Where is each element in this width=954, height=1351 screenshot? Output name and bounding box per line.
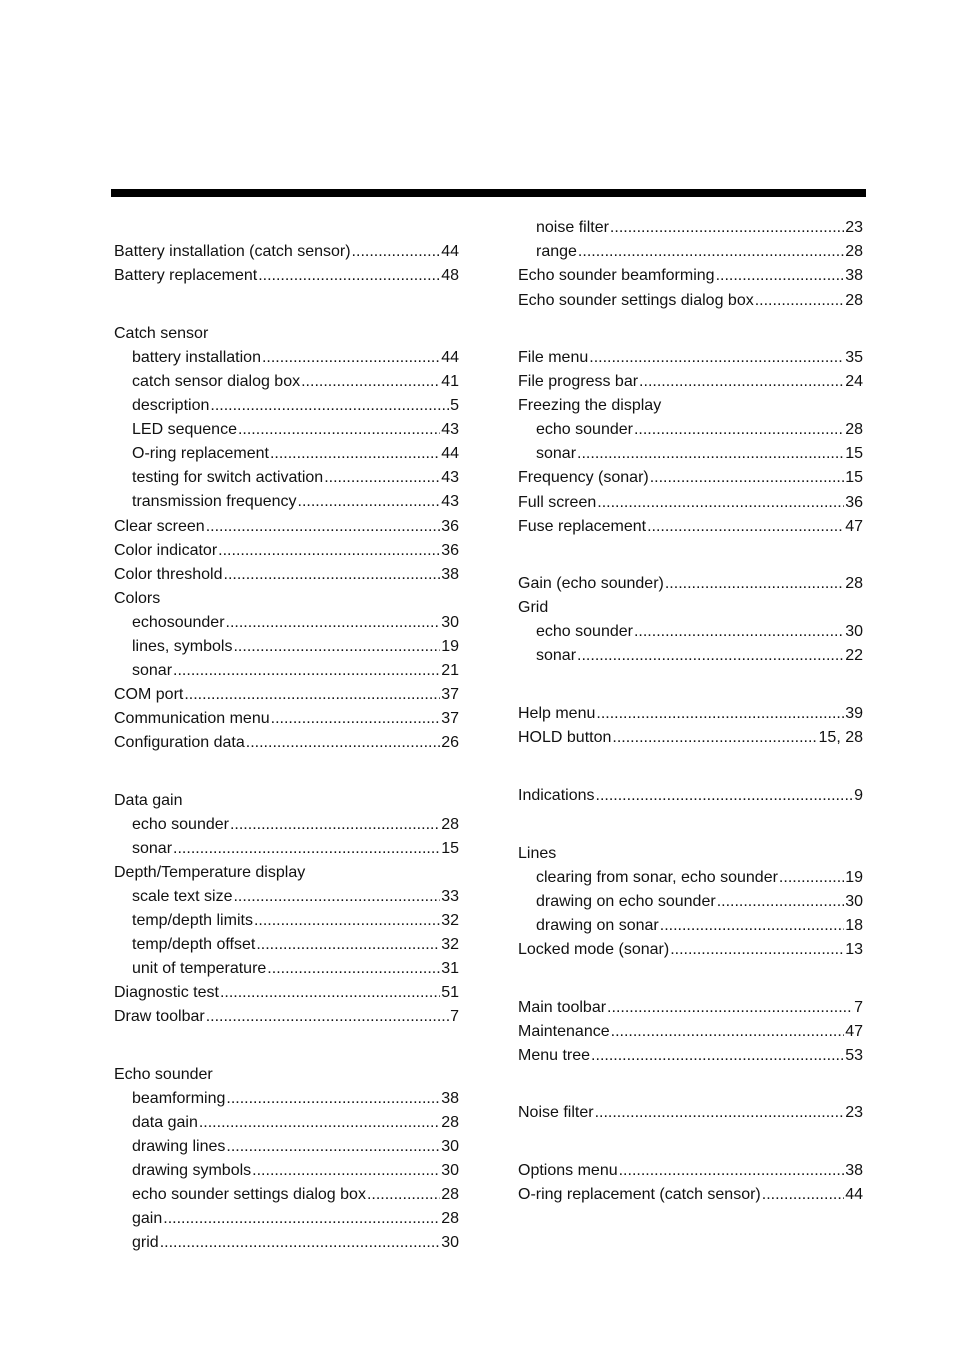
index-entry [518,1103,863,1123]
dot-leader [206,1007,449,1027]
dot-leader [660,916,844,936]
dot-leader [577,444,844,464]
index-entry [518,468,863,488]
page-number: 36 [441,518,459,535]
index-heading: Depth/Temperature display [114,864,306,881]
index-term: Communication menu [114,710,270,727]
index-term: Battery installation (catch sensor) [114,243,351,260]
index-term: Color threshold [114,566,223,583]
dot-leader [610,218,844,238]
dot-leader [226,1089,440,1109]
index-entry [518,786,863,806]
dot-leader [206,517,441,537]
index-term: drawing on sonar [536,917,659,934]
dot-leader [267,959,440,979]
page-number: 33 [441,888,459,905]
index-term: Options menu [518,1162,618,1179]
index-term: File progress bar [518,373,639,390]
dot-leader [256,935,440,955]
index-term: Diagnostic test [114,984,219,1001]
index-subentry [536,420,863,440]
index-entry [518,1161,863,1181]
index-entry [114,1007,459,1027]
page-number: 24 [845,373,863,390]
index-term: temp/depth offset [132,936,256,953]
page-number: 44 [441,243,459,260]
dot-leader [612,728,817,748]
dot-leader [647,517,844,537]
index-subentry [132,492,459,512]
index-subentry [132,1137,459,1157]
index-term: Noise filter [518,1104,594,1121]
index-term: Maintenance [518,1023,610,1040]
page-number: 5 [450,397,459,414]
index-subentry [132,1209,459,1229]
page-number: 7 [854,999,863,1016]
index-subentry [536,218,863,238]
index-term: echo sounder [536,421,633,438]
index-term: Locked mode (sonar) [518,941,670,958]
dot-leader [224,565,441,585]
dot-leader [589,348,844,368]
index-term: grid [132,1234,159,1251]
index-entry [518,940,863,960]
page-number: 30 [441,614,459,631]
index-entry [518,372,863,392]
dot-leader [298,492,441,512]
page-number: 32 [441,936,459,953]
index-subentry [132,1185,459,1205]
dot-leader [716,266,845,286]
index-term: echo sounder settings dialog box [132,1186,366,1203]
page-number: 22 [845,647,863,664]
dot-leader [596,704,844,724]
index-subentry [132,468,459,488]
index-term: Fuse replacement [518,518,647,535]
index-term: Indications [518,787,595,804]
page-number: 23 [845,219,863,236]
dot-leader [233,887,440,907]
dot-leader [595,1103,845,1123]
index-term: sonar [536,647,577,664]
index-subentry [132,1233,459,1253]
index-term: clearing from sonar, echo sounder [536,869,778,886]
index-subentry [536,916,863,936]
dot-leader [665,574,844,594]
page-number: 43 [441,493,459,510]
index-heading: Grid [518,599,549,616]
index-subentry [536,242,863,262]
index-term: Menu tree [518,1047,591,1064]
index-term: description [132,397,210,414]
page-number: 30 [441,1162,459,1179]
page-number: 44 [441,349,459,366]
index-term: Echo sounder beamforming [518,267,715,284]
page-number: 38 [845,267,863,284]
dot-leader [271,709,441,729]
index-term: Draw toolbar [114,1008,205,1025]
dot-leader [717,892,845,912]
index-term: File menu [518,349,589,366]
dot-leader [218,541,440,561]
index-term: range [536,243,577,260]
index-term: Help menu [518,705,596,722]
index-heading: Catch sensor [114,325,209,342]
dot-leader [163,1209,440,1229]
index-subentry [132,444,459,464]
index-subentry [132,637,459,657]
index-heading: Data gain [114,792,183,809]
page-number: 44 [845,1186,863,1203]
dot-leader [670,940,844,960]
page-number: 37 [441,686,459,703]
page-number: 13 [845,941,863,958]
index-subentry [132,959,459,979]
dot-leader [634,622,844,642]
index-term: Echo sounder settings dialog box [518,292,754,309]
dot-leader [233,637,440,657]
index-term: Gain (echo sounder) [518,575,664,592]
page-number: 53 [845,1047,863,1064]
page-number: 48 [441,267,459,284]
index-term: temp/depth limits [132,912,253,929]
index-term: data gain [132,1114,198,1131]
index-entry [518,1022,863,1042]
page-number: 38 [441,566,459,583]
index-term: unit of temperature [132,960,267,977]
index-entry [518,517,863,537]
index-term: sonar [536,445,577,462]
index-entry [114,685,459,705]
dot-leader [597,493,844,513]
page-number: 15, 28 [818,729,863,746]
index-term: lines, symbols [132,638,233,655]
dot-leader [577,646,844,666]
index-entry [518,348,863,368]
page-number: 21 [441,662,459,679]
dot-leader [634,420,844,440]
index-term: gain [132,1210,163,1227]
dot-leader [611,1022,845,1042]
page-number: 36 [441,542,459,559]
page-number: 44 [441,445,459,462]
page-number: 41 [441,373,459,390]
dot-leader [591,1046,844,1066]
index-term: COM port [114,686,184,703]
index-term: drawing on echo sounder [536,893,716,910]
dot-leader [262,348,440,368]
page-number: 43 [441,469,459,486]
index-term: catch sensor dialog box [132,373,301,390]
page-number: 43 [441,421,459,438]
index-term: transmission frequency [132,493,297,510]
dot-leader [352,242,441,262]
page-number: 28 [441,1114,459,1131]
page-number: 32 [441,912,459,929]
index-subentry [132,613,459,633]
index-entry [114,733,459,753]
page-number: 19 [441,638,459,655]
page-number: 28 [845,421,863,438]
index-term: Frequency (sonar) [518,469,649,486]
page-number: 30 [845,623,863,640]
dot-leader [578,242,844,262]
index-term: Full screen [518,494,597,511]
index-term: Configuration data [114,734,245,751]
index-entry [114,242,459,262]
index-term: Main toolbar [518,999,607,1016]
index-term: O-ring replacement [132,445,269,462]
index-term: noise filter [536,219,609,236]
dot-leader [210,396,449,416]
index-term: O-ring replacement (catch sensor) [518,1186,761,1203]
page-number: 7 [450,1008,459,1025]
index-term: battery installation [132,349,261,366]
index-subentry [132,420,459,440]
index-term: scale text size [132,888,233,905]
dot-leader [252,1161,440,1181]
page-number: 26 [441,734,459,751]
index-term: sonar [132,840,173,857]
index-entry [518,1046,863,1066]
index-subentry [132,372,459,392]
page-number: 30 [441,1234,459,1251]
page-number: 36 [845,494,863,511]
index-subentry [132,1089,459,1109]
page-number: 31 [441,960,459,977]
dot-leader [246,733,440,753]
dot-leader [220,983,440,1003]
index-entry [518,728,863,748]
page-number: 28 [845,243,863,260]
index-heading: Colors [114,590,161,607]
dot-leader [619,1161,845,1181]
index-subentry [132,815,459,835]
page-number: 15 [845,469,863,486]
dot-leader [173,661,440,681]
index-entry [518,704,863,724]
index-subentry [536,444,863,464]
page-number: 28 [441,1186,459,1203]
page-number: 47 [845,518,863,535]
index-heading: Freezing the display [518,397,662,414]
dot-leader [184,685,440,705]
index-entry [518,1185,863,1205]
index-subentry [536,892,863,912]
index-entry [518,493,863,513]
dot-leader [254,911,440,931]
page-number: 19 [845,869,863,886]
index-term: Color indicator [114,542,218,559]
index-term: beamforming [132,1090,226,1107]
index-subentry [132,348,459,368]
index-heading: Lines [518,845,557,862]
page-number: 38 [441,1090,459,1107]
page-number: 23 [845,1104,863,1121]
page-number: 28 [441,1210,459,1227]
dot-leader [755,291,844,311]
dot-leader [301,372,440,392]
index-subentry [536,622,863,642]
index-subentry [132,1113,459,1133]
index-term: echo sounder [132,816,229,833]
index-subentry [536,646,863,666]
index-entry [114,565,459,585]
index-entry [114,541,459,561]
page-number: 28 [845,292,863,309]
index-subentry [132,911,459,931]
index-entry [518,291,863,311]
page-number: 39 [845,705,863,722]
dot-leader [762,1185,844,1205]
page-number: 35 [845,349,863,366]
index-subentry [132,661,459,681]
page-number: 30 [441,1138,459,1155]
page-number: 47 [845,1023,863,1040]
page-number: 28 [845,575,863,592]
index-heading: Echo sounder [114,1066,213,1083]
index-term: echo sounder [536,623,633,640]
dot-leader [650,468,844,488]
index-entry [114,517,459,537]
index-subentry [132,887,459,907]
page-number: 28 [441,816,459,833]
index-term: Clear screen [114,518,205,535]
header-rule [111,189,866,197]
dot-leader [779,868,844,888]
index-subentry [132,935,459,955]
page-number: 51 [441,984,459,1001]
dot-leader [160,1233,441,1253]
index-entry [518,574,863,594]
dot-leader [199,1113,440,1133]
dot-leader [230,815,440,835]
dot-leader [639,372,844,392]
index-term: HOLD button [518,729,612,746]
index-entry [518,266,863,286]
index-term: echosounder [132,614,225,631]
page-number: 18 [845,917,863,934]
index-term: sonar [132,662,173,679]
page-number: 15 [441,840,459,857]
index-subentry [132,1161,459,1181]
index-term: LED sequence [132,421,237,438]
index-subentry [132,396,459,416]
page-number: 30 [845,893,863,910]
index-term: Battery replacement [114,267,258,284]
dot-leader [226,1137,440,1157]
dot-leader [258,266,440,286]
dot-leader [173,839,440,859]
dot-leader [324,468,440,488]
index-subentry [536,868,863,888]
dot-leader [226,613,441,633]
dot-leader [596,786,854,806]
index-term: drawing symbols [132,1162,252,1179]
index-term: drawing lines [132,1138,226,1155]
page-number: 37 [441,710,459,727]
dot-leader [607,998,853,1018]
page-number: 9 [854,787,863,804]
page-number: 15 [845,445,863,462]
page-number: 38 [845,1162,863,1179]
index-entry [114,709,459,729]
dot-leader [367,1185,440,1205]
index-entry [114,983,459,1003]
index-term: testing for switch activation [132,469,324,486]
index-entry [518,998,863,1018]
index-subentry [132,839,459,859]
dot-leader [270,444,440,464]
index-entry [114,266,459,286]
dot-leader [238,420,440,440]
